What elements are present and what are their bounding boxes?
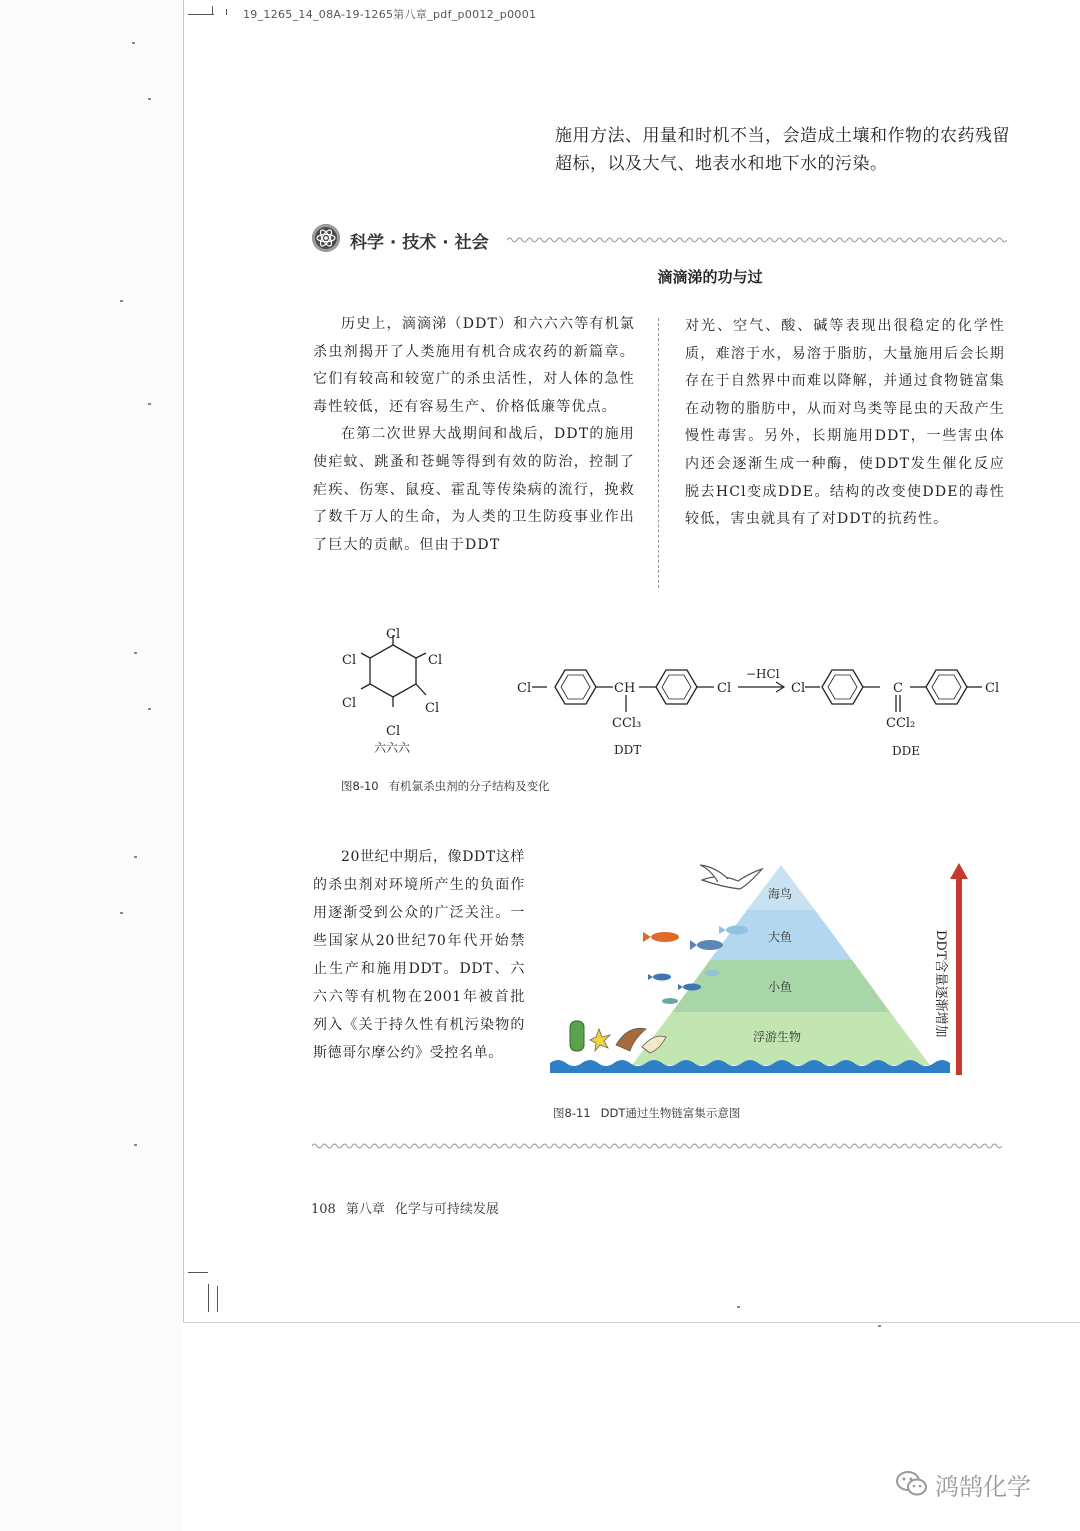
intro-paragraph: 施用方法、用量和时机不当，会造成土壤和作物的农药残留超标，以及大气、地表水和地下水的污染。 bbox=[555, 126, 1010, 174]
scan-dot bbox=[134, 856, 137, 858]
cl-label: Cl bbox=[791, 681, 806, 696]
cl-label: Cl bbox=[428, 653, 443, 668]
reaction-label: −HCl bbox=[746, 667, 780, 681]
scan-left-margin bbox=[0, 0, 183, 1531]
figure-8-10-caption bbox=[341, 778, 550, 794]
scan-dot bbox=[134, 652, 137, 654]
figure-caption-text: DDT通过生物链富集示意图 bbox=[600, 1106, 741, 1120]
level-label: 大鱼 bbox=[768, 930, 793, 944]
wavy-divider bbox=[507, 236, 1007, 244]
scan-file-header: 19_1265_14_08A-19-1265第八章_pdf_p0012_p0001 bbox=[243, 8, 537, 21]
figure-8-10-structures bbox=[320, 620, 1040, 770]
cl-label: Cl bbox=[386, 724, 401, 739]
crop-mark bbox=[188, 14, 214, 15]
cl-label: Cl bbox=[717, 681, 732, 696]
chapter-label: 第八章 bbox=[345, 1202, 385, 1217]
ddt-increase-arrow-head bbox=[950, 863, 968, 879]
scan-dot bbox=[132, 42, 135, 44]
bhc-structure bbox=[361, 635, 426, 707]
figure-number: 图8-10 bbox=[341, 779, 379, 793]
crop-mark bbox=[217, 1286, 218, 1312]
ddt-increase-label: DDT含量逐渐增加 bbox=[933, 930, 948, 1038]
ddt-name: DDT bbox=[614, 743, 642, 757]
wavy-divider bbox=[312, 1142, 1002, 1150]
crop-mark bbox=[212, 6, 213, 15]
figure-number: 图8-11 bbox=[553, 1106, 591, 1120]
scan-dot bbox=[120, 300, 123, 302]
article-paragraph: 20世纪中期后，像DDT这样的杀虫剂对环境所产生的负面作用逐渐受到公众的广泛关注。一些国家从20世纪70年代开始禁止生产和施用DDT。DDT、六六六等有机物在2001年被首批列入《关于持久性有机污染物的斯德哥尔摩公约》受控名单。 bbox=[313, 849, 526, 1061]
article-bottom-paragraph bbox=[313, 843, 525, 1067]
scan-dot bbox=[737, 1306, 740, 1308]
level-label: 浮游生物 bbox=[753, 1030, 802, 1044]
section-header bbox=[312, 224, 1012, 254]
wechat-icon bbox=[895, 1469, 929, 1499]
cl-label: Cl bbox=[985, 681, 1000, 696]
article-title: 滴滴涕的功与过 bbox=[657, 268, 763, 286]
crop-mark bbox=[188, 1272, 208, 1273]
cl-label: Cl bbox=[342, 696, 357, 711]
page-bottom-edge bbox=[183, 1322, 1080, 1323]
ch-label: CH bbox=[614, 681, 636, 696]
plankton-icon bbox=[570, 1021, 666, 1053]
figure-8-11-caption bbox=[553, 1105, 740, 1121]
figure-caption-text: 有机氯杀虫剂的分子结构及变化 bbox=[388, 779, 550, 793]
dde-name: DDE bbox=[892, 744, 921, 758]
level-label: 海鸟 bbox=[768, 887, 793, 901]
cl-label: Cl bbox=[517, 681, 532, 696]
ccl3-label: CCl₃ bbox=[612, 716, 642, 731]
level-label: 小鱼 bbox=[768, 980, 793, 994]
crop-mark bbox=[208, 1284, 209, 1312]
page-number: 108 bbox=[311, 1202, 336, 1217]
ccl2-label: CCl₂ bbox=[886, 716, 916, 731]
reaction-arrow bbox=[738, 682, 784, 692]
scan-dot bbox=[134, 1144, 137, 1146]
cl-label: Cl bbox=[425, 701, 440, 716]
scan-dot bbox=[148, 708, 151, 710]
page-edge bbox=[183, 0, 184, 1322]
scan-dot bbox=[878, 1325, 881, 1327]
bhc-name: 六六六 bbox=[374, 741, 411, 755]
watermark-text: 鸿鹄化学 bbox=[935, 1473, 1031, 1501]
scan-dot bbox=[148, 403, 151, 405]
ddt-increase-arrow-shaft bbox=[956, 877, 962, 1075]
scan-dot bbox=[148, 98, 151, 100]
article-paragraph: 对光、空气、酸、碱等表现出很稳定的化学性质，难溶于水，易溶于脂肪，大量施用后会长期存在于自然界中而难以降解，并通过食物链富集在动物的脂肪中，从而对鸟类等昆虫的天敌产生慢性毒害。另外，长期施用DDT，一些害虫体内还会逐渐生成一种酶，使DDT发生催化反应脱去HCl变成DDE。结构的改变使DDE的毒性较低，害虫就具有了对DDT的抗药性。 bbox=[685, 318, 1005, 528]
page-footer bbox=[311, 1198, 509, 1217]
figure-8-11-pyramid bbox=[550, 855, 980, 1085]
cl-label: Cl bbox=[386, 627, 401, 642]
cl-label: Cl bbox=[342, 653, 357, 668]
seabird-icon bbox=[700, 865, 762, 889]
article-right-column bbox=[685, 313, 1005, 534]
c-label: C bbox=[893, 681, 903, 696]
atom-icon bbox=[312, 224, 340, 252]
article-left-column bbox=[313, 311, 635, 559]
article-paragraph: 在第二次世界大战期间和战后，DDT的施用使疟蚊、跳蚤和苍蝇等得到有效的防治，控制了疟疾、伤寒、鼠疫、霍乱等传染病的流行，挽救了数千万人的生命，为人类的卫生防疫事业作出了巨大的贡献。但由于DDT bbox=[313, 426, 635, 553]
crop-mark bbox=[226, 9, 227, 15]
section-title: 科学 · 技术 · 社会 bbox=[350, 233, 489, 253]
chapter-title: 化学与可持续发展 bbox=[394, 1202, 499, 1217]
column-divider bbox=[658, 318, 659, 588]
scan-dot bbox=[120, 912, 123, 914]
article-paragraph: 历史上，滴滴涕（DDT）和六六六等有机氯杀虫剂揭开了人类施用有机合成农药的新篇章。它们有较高和较宽广的杀虫活性，对人体的急性毒性较低，还有容易生产、价格低廉等优点。 bbox=[313, 316, 635, 415]
